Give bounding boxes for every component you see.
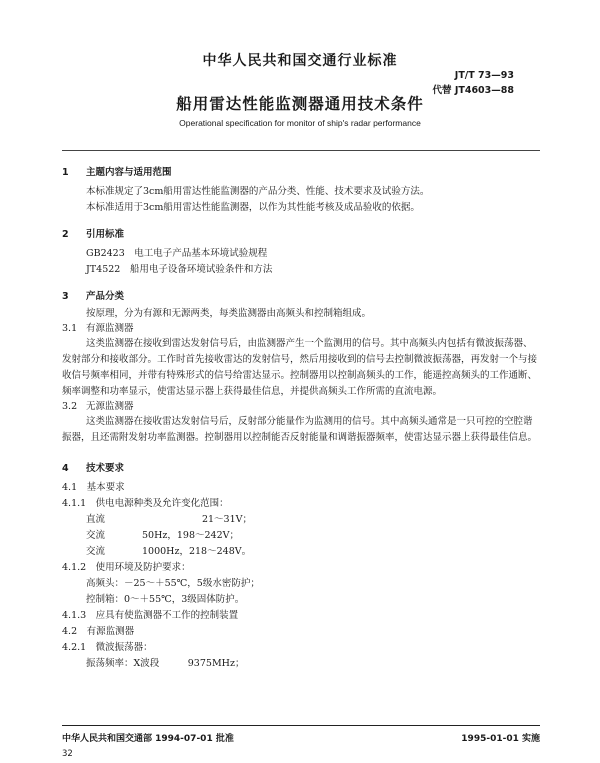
paragraph: 本标准规定了3cm船用雷达性能监测器的产品分类、性能、技术要求及试验方法。 [86, 186, 430, 197]
section-4-1-2-heading: 4.1.2 使用环境及防护要求： [62, 562, 191, 573]
power-row: 交流 50Hz，198～242V； [86, 530, 240, 541]
approval-line: 中华人民共和国交通部 1994-07-01 批准 [62, 734, 234, 744]
section-4-2-heading: 4.2 有源监测器 [62, 626, 135, 637]
section-3-heading: 3 产品分类 [62, 291, 125, 302]
section-3-body [62, 306, 540, 322]
environment-item: 控制箱：0～＋55℃，3级固体防护。 [86, 594, 245, 605]
section-3-2-text: 这类监测器在接收雷达发射信号后，反射部分能量作为监测用的信号。其中高频头通常是一只可控的空腔谐振器，且还需附发射功率监测器。控制器用以控制能否反射能量和调谐振器频率，使雷达显示器上获得最佳信息。 [62, 416, 538, 443]
page-number: 32 [62, 749, 73, 759]
section-3-2-heading: 3.2 无源监测器 [62, 401, 134, 412]
reference-item: GB2423 电工电子产品基本环境试验规程 [86, 248, 268, 259]
industry-standard-header: 中华人民共和国交通行业标准 [202, 53, 398, 69]
document-title: 船用雷达性能监测器通用技术条件 [176, 95, 424, 113]
reference-list [62, 246, 540, 278]
power-row: 直流 21～31V； [86, 514, 252, 525]
section-2-heading: 2 引用标准 [62, 229, 125, 240]
section-1-body [62, 184, 540, 216]
section-3-1-heading: 3.1 有源监测器 [62, 323, 134, 334]
paragraph: 本标准适用于3cm船用雷达性能监测器，以作为其性能考核及成品验收的依据。 [86, 202, 420, 213]
oscillator-frequency: 振荡频率：X波段 9375MHz； [86, 658, 245, 669]
section-4-1-1-heading: 4.1.1 供电电源种类及允许变化范围： [62, 498, 229, 509]
section-3-1-text: 这类监测器在接收到雷达发射信号后，由监测器产生一个监测用的信号。其中高频头内包括有微波振荡器、发射部分和接收部分。工作时首先接收雷达的发射信号，然后用接收到的信号去控制微波振荡器，再发射一个与接收信号频率相同，并带有特殊形式的信号给雷达显示。控制器用以控制高频头的工作，能遥控高频头的工作通断、频率调整和功率显示，使雷达显示器上获得最佳信息，并提供高频头工作所需的直流电源。 [62, 338, 538, 397]
header-divider [62, 150, 540, 151]
section-1-heading: 1 主题内容与适用范围 [62, 167, 172, 178]
paragraph: 按原理，分为有源和无源两类，每类监测器由高频头和控制箱组成。 [86, 308, 372, 319]
section-4-1-3-heading: 4.1.3 应具有使监测器不工作的控制装置 [62, 610, 239, 621]
document-subtitle: Operational specification for monitor of ship's radar performance [179, 118, 421, 128]
document-body [62, 166, 540, 672]
section-4-1-heading: 4.1 基本要求 [62, 482, 125, 493]
footer-divider [62, 725, 540, 726]
implementation-date: 1995-01-01 实施 [461, 734, 540, 744]
replaces-code: 代替 JT4603—88 [432, 85, 514, 96]
section-4-2-1-heading: 4.2.1 微波振荡器： [62, 642, 153, 653]
standard-code: JT/T 73—93 [454, 70, 514, 81]
environment-item: 高频头：－25～＋55℃，5级水密防护； [86, 578, 260, 589]
section-4-heading: 4 技术要求 [62, 463, 125, 474]
power-row: 交流 1000Hz，218～248V。 [86, 546, 252, 557]
reference-item: JT4522 船用电子设备环境试验条件和方法 [86, 264, 273, 275]
